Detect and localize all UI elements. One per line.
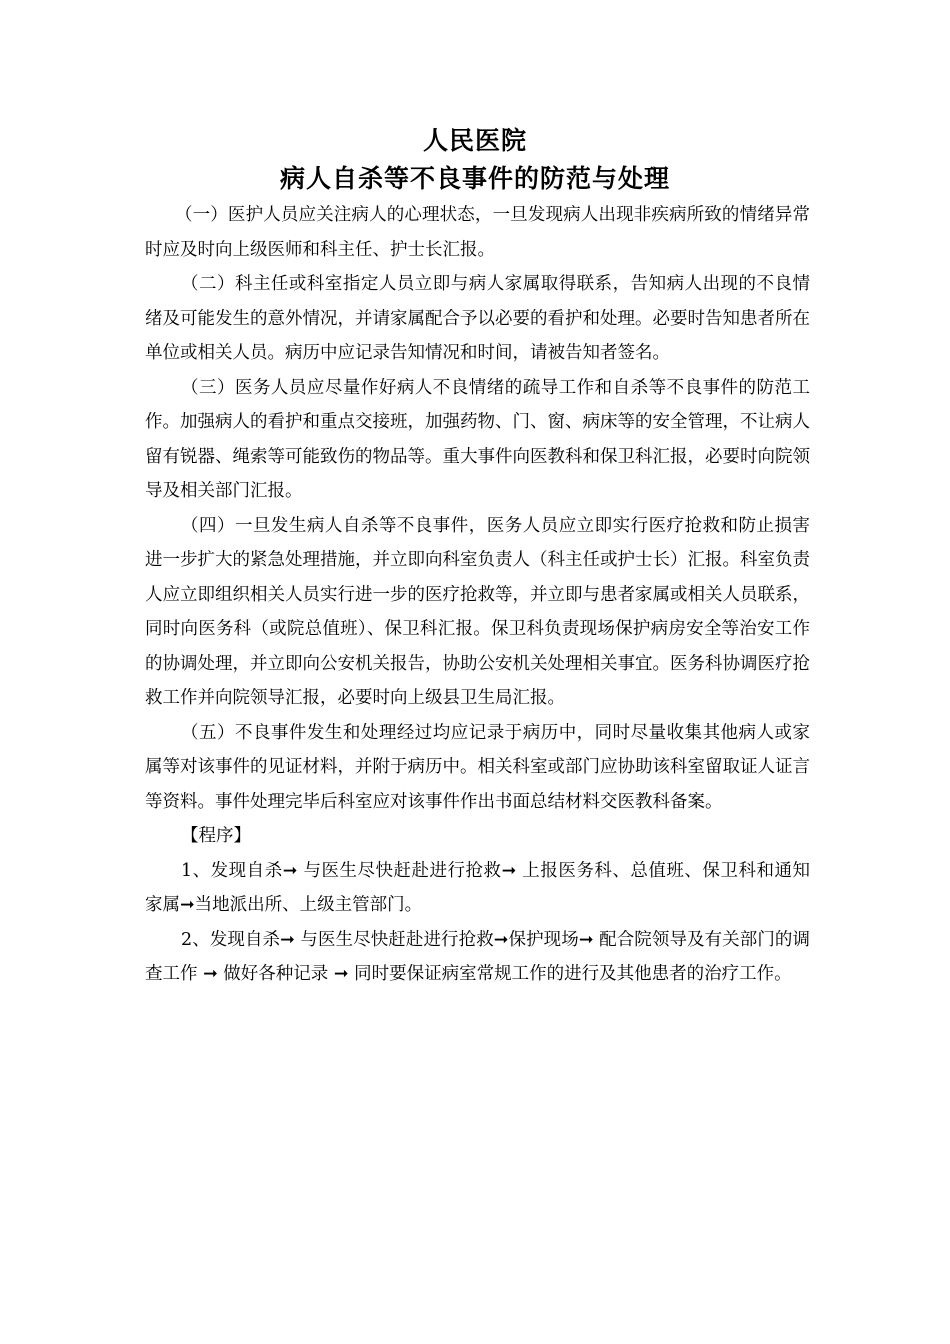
title-block (0, 122, 950, 198)
procedure-heading: 【程序】 (181, 826, 251, 846)
paragraph-4: （四）一旦发生病人自杀等不良事件，医务人员应立即实行医疗抢救和防止损害进一步扩大的紧急处理措施，并立即向科室负责人（科主任或护士长）汇报。科室负责人应立即组织相关人员实行进一步的医疗抢救等，并立即与患者家属或相关人员联系，同时向医务科（或院总值班）、保卫科汇报。保卫科负责现场保护病房安全等治安工作的协调处理，并立即向公安机关报告，协助公安机关处理相关事宜。医务科协调医疗抢救工作并向院领导汇报，必要时向上级县卫生局汇报。 (145, 515, 810, 708)
paragraph-1: （一）医护人员应关注病人的心理状态，一旦发现病人出现非疾病所致的情绪异常时应及时向上级医师和科主任、护士长汇报。 (145, 205, 810, 260)
paragraph-3: （三）医务人员应尽量作好病人不良情绪的疏导工作和自杀等不良事件的防范工作。加强病人的看护和重点交接班，加强药物、门、窗、病床等的安全管理，不让病人留有锐器、绳索等可能致伤的物品等。重大事件向医教科和保卫科汇报，必要时向院领导及相关部门汇报。 (145, 377, 810, 501)
paragraph-2: （二）科主任或科室指定人员立即与病人家属取得联系，告知病人出现的不良情绪及可能发生的意外情况，并请家属配合予以必要的看护和处理。必要时告知患者所在单位或相关人员。病历中应记录告知情况和时间，请被告知者签名。 (145, 274, 810, 363)
procedure-step-2: 2、发现自杀➞ 与医生尽快赶赴进行抢救➞保护现场➞ 配合院领导及有关部门的调查工作 ➞ 做好各种记录 ➞ 同时要保证病室常规工作的进行及其他患者的治疗工作。 (145, 929, 810, 984)
document-body (145, 198, 810, 992)
procedure-step-1: 1、发现自杀➞ 与医生尽快赶赴进行抢救➞ 上报医务科、总值班、保卫科和通知家属➞当地派出所、上级主管部门。 (145, 860, 810, 915)
document-subtitle: 病人自杀等不良事件的防范与处理 (279, 164, 670, 193)
document-title: 人民医院 (422, 126, 527, 155)
paragraph-5: （五）不良事件发生和处理经过均应记录于病历中，同时尽量收集其他病人或家属等对该事件的见证材料，并附于病历中。相关科室或部门应协助该科室留取证人证言等资料。事件处理完毕后科室应对该事件作出书面总结材料交医教科备案。 (145, 722, 810, 812)
